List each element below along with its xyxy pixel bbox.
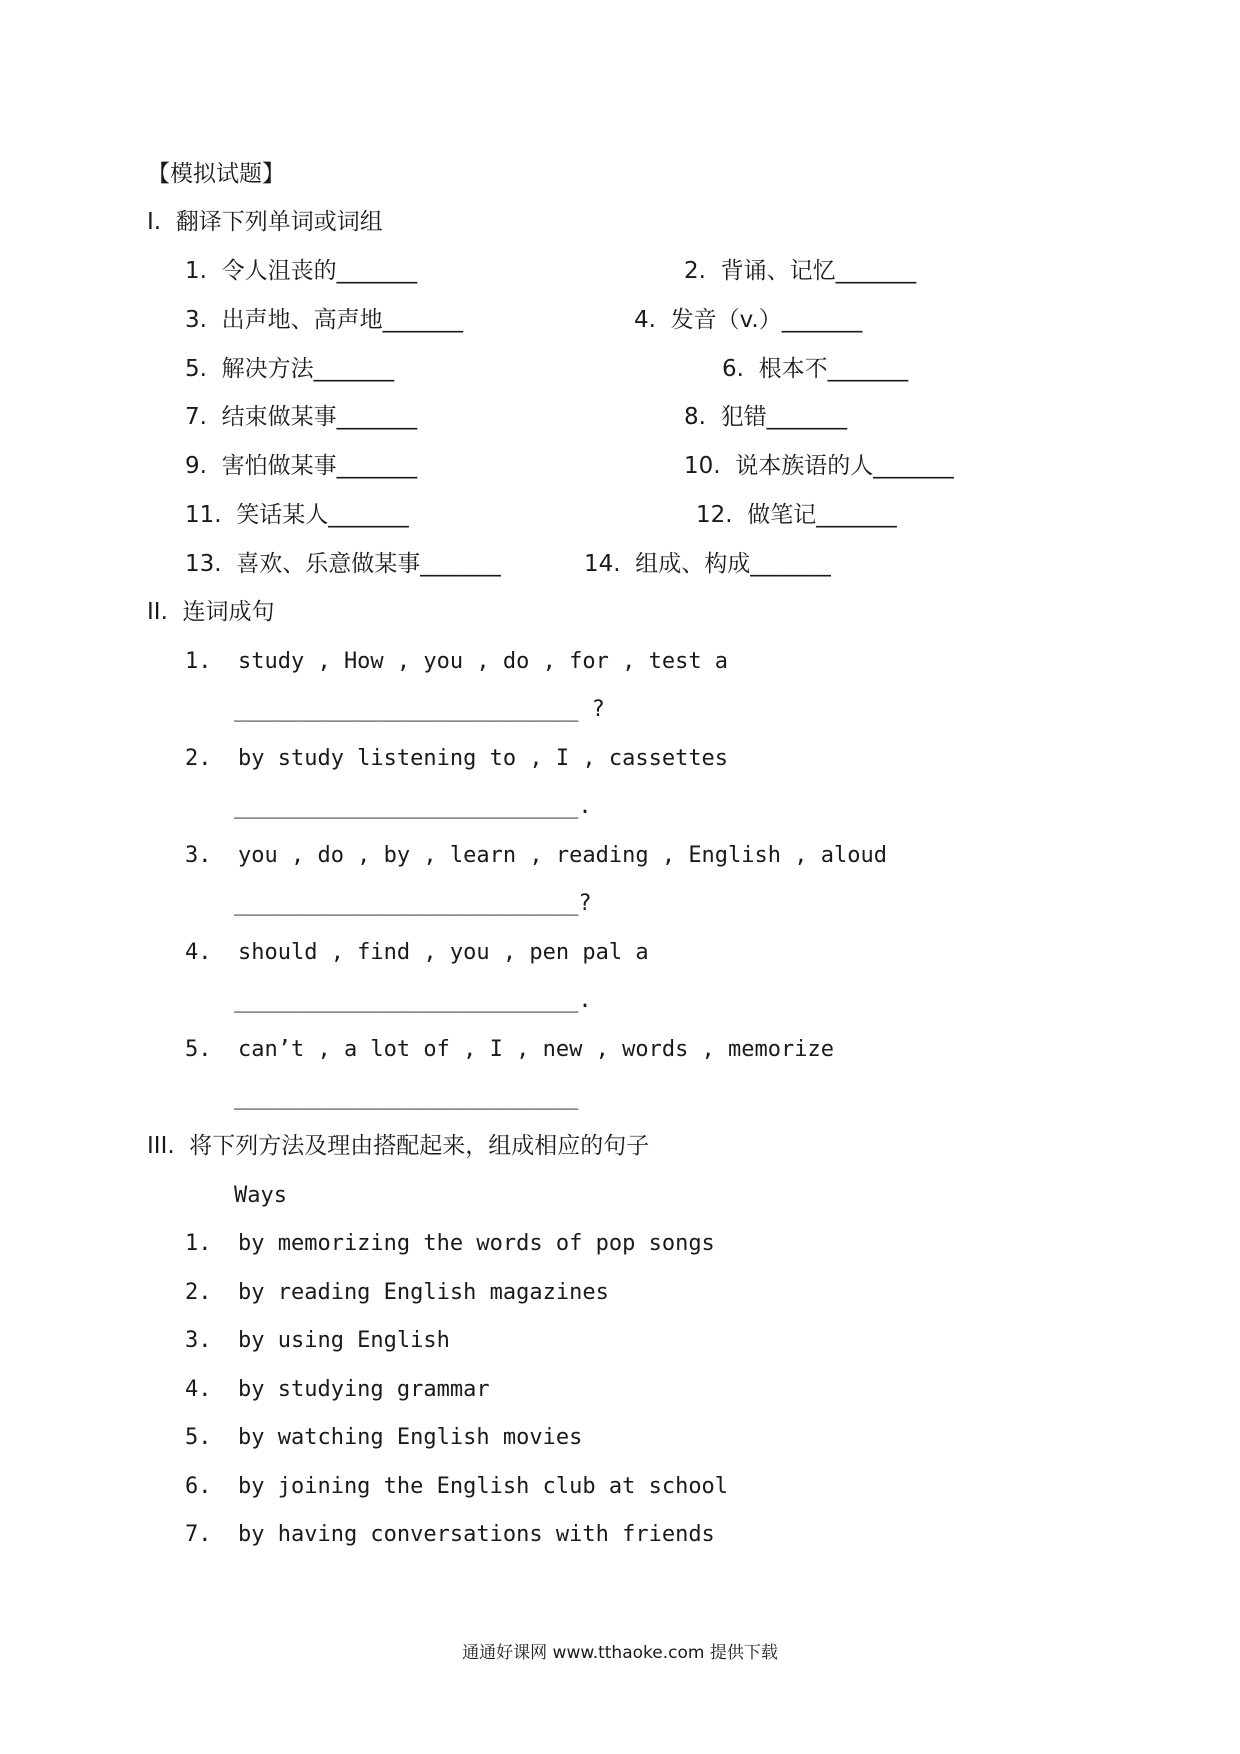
sentence-prompt-1: 1. study , How , you , do , for , test a	[185, 649, 729, 674]
sentence-blank-3: __________________________?	[234, 891, 592, 916]
translate-item-9: 9. 害怕做某事_______	[185, 453, 418, 479]
sentence-prompt-2: 2. by study listening to , I , cassettes	[185, 746, 729, 771]
way-item-3: 3. by using English	[185, 1328, 450, 1353]
translate-item-11: 11. 笑话某人_______	[185, 502, 409, 528]
sentence-blank-5: __________________________	[234, 1085, 579, 1110]
translate-item-14: 14. 组成、构成_______	[584, 551, 831, 577]
section-1-heading: I. 翻译下列单词或词组	[147, 209, 383, 235]
way-item-4: 4. by studying grammar	[185, 1377, 490, 1402]
page-footer: 通通好课网 www.tthaoke.com 提供下载	[462, 1643, 778, 1663]
translate-item-7: 7. 结束做某事_______	[185, 404, 418, 430]
translate-item-13: 13. 喜欢、乐意做某事_______	[185, 551, 501, 577]
translate-item-4: 4. 发音（v.）_______	[634, 307, 863, 333]
sentence-blank-2: __________________________.	[234, 794, 592, 819]
section-3-heading: III. 将下列方法及理由搭配起来，组成相应的句子	[147, 1133, 650, 1159]
way-item-7: 7. by having conversations with friends	[185, 1522, 715, 1547]
sentence-prompt-3: 3. you , do , by , learn , reading , English , aloud	[185, 843, 887, 868]
way-item-1: 1. by memorizing the words of pop songs	[185, 1231, 715, 1256]
translate-item-2: 2. 背诵、记忆_______	[684, 258, 917, 284]
section-2-heading: II. 连词成句	[147, 599, 275, 625]
page-title: 【模拟试题】	[147, 161, 285, 187]
sentence-blank-4: __________________________.	[234, 988, 592, 1013]
translate-item-6: 6. 根本不_______	[722, 356, 909, 382]
translate-item-3: 3. 出声地、高声地_______	[185, 307, 464, 333]
translate-item-10: 10. 说本族语的人_______	[684, 453, 954, 479]
way-item-2: 2. by reading English magazines	[185, 1280, 609, 1305]
ways-subheading: Ways	[234, 1183, 287, 1208]
sentence-prompt-5: 5. can’t , a lot of , I , new , words , memorize	[185, 1037, 835, 1062]
way-item-6: 6. by joining the English club at school	[185, 1474, 729, 1499]
translate-item-5: 5. 解决方法_______	[185, 356, 395, 382]
translate-item-1: 1. 令人沮丧的_______	[185, 258, 418, 284]
translate-item-8: 8. 犯错_______	[684, 404, 848, 430]
translate-item-12: 12. 做笔记_______	[696, 502, 897, 528]
way-item-5: 5. by watching English movies	[185, 1425, 583, 1450]
sentence-blank-1: __________________________ ?	[234, 697, 605, 722]
sentence-prompt-4: 4. should , find , you , pen pal a	[185, 940, 649, 965]
